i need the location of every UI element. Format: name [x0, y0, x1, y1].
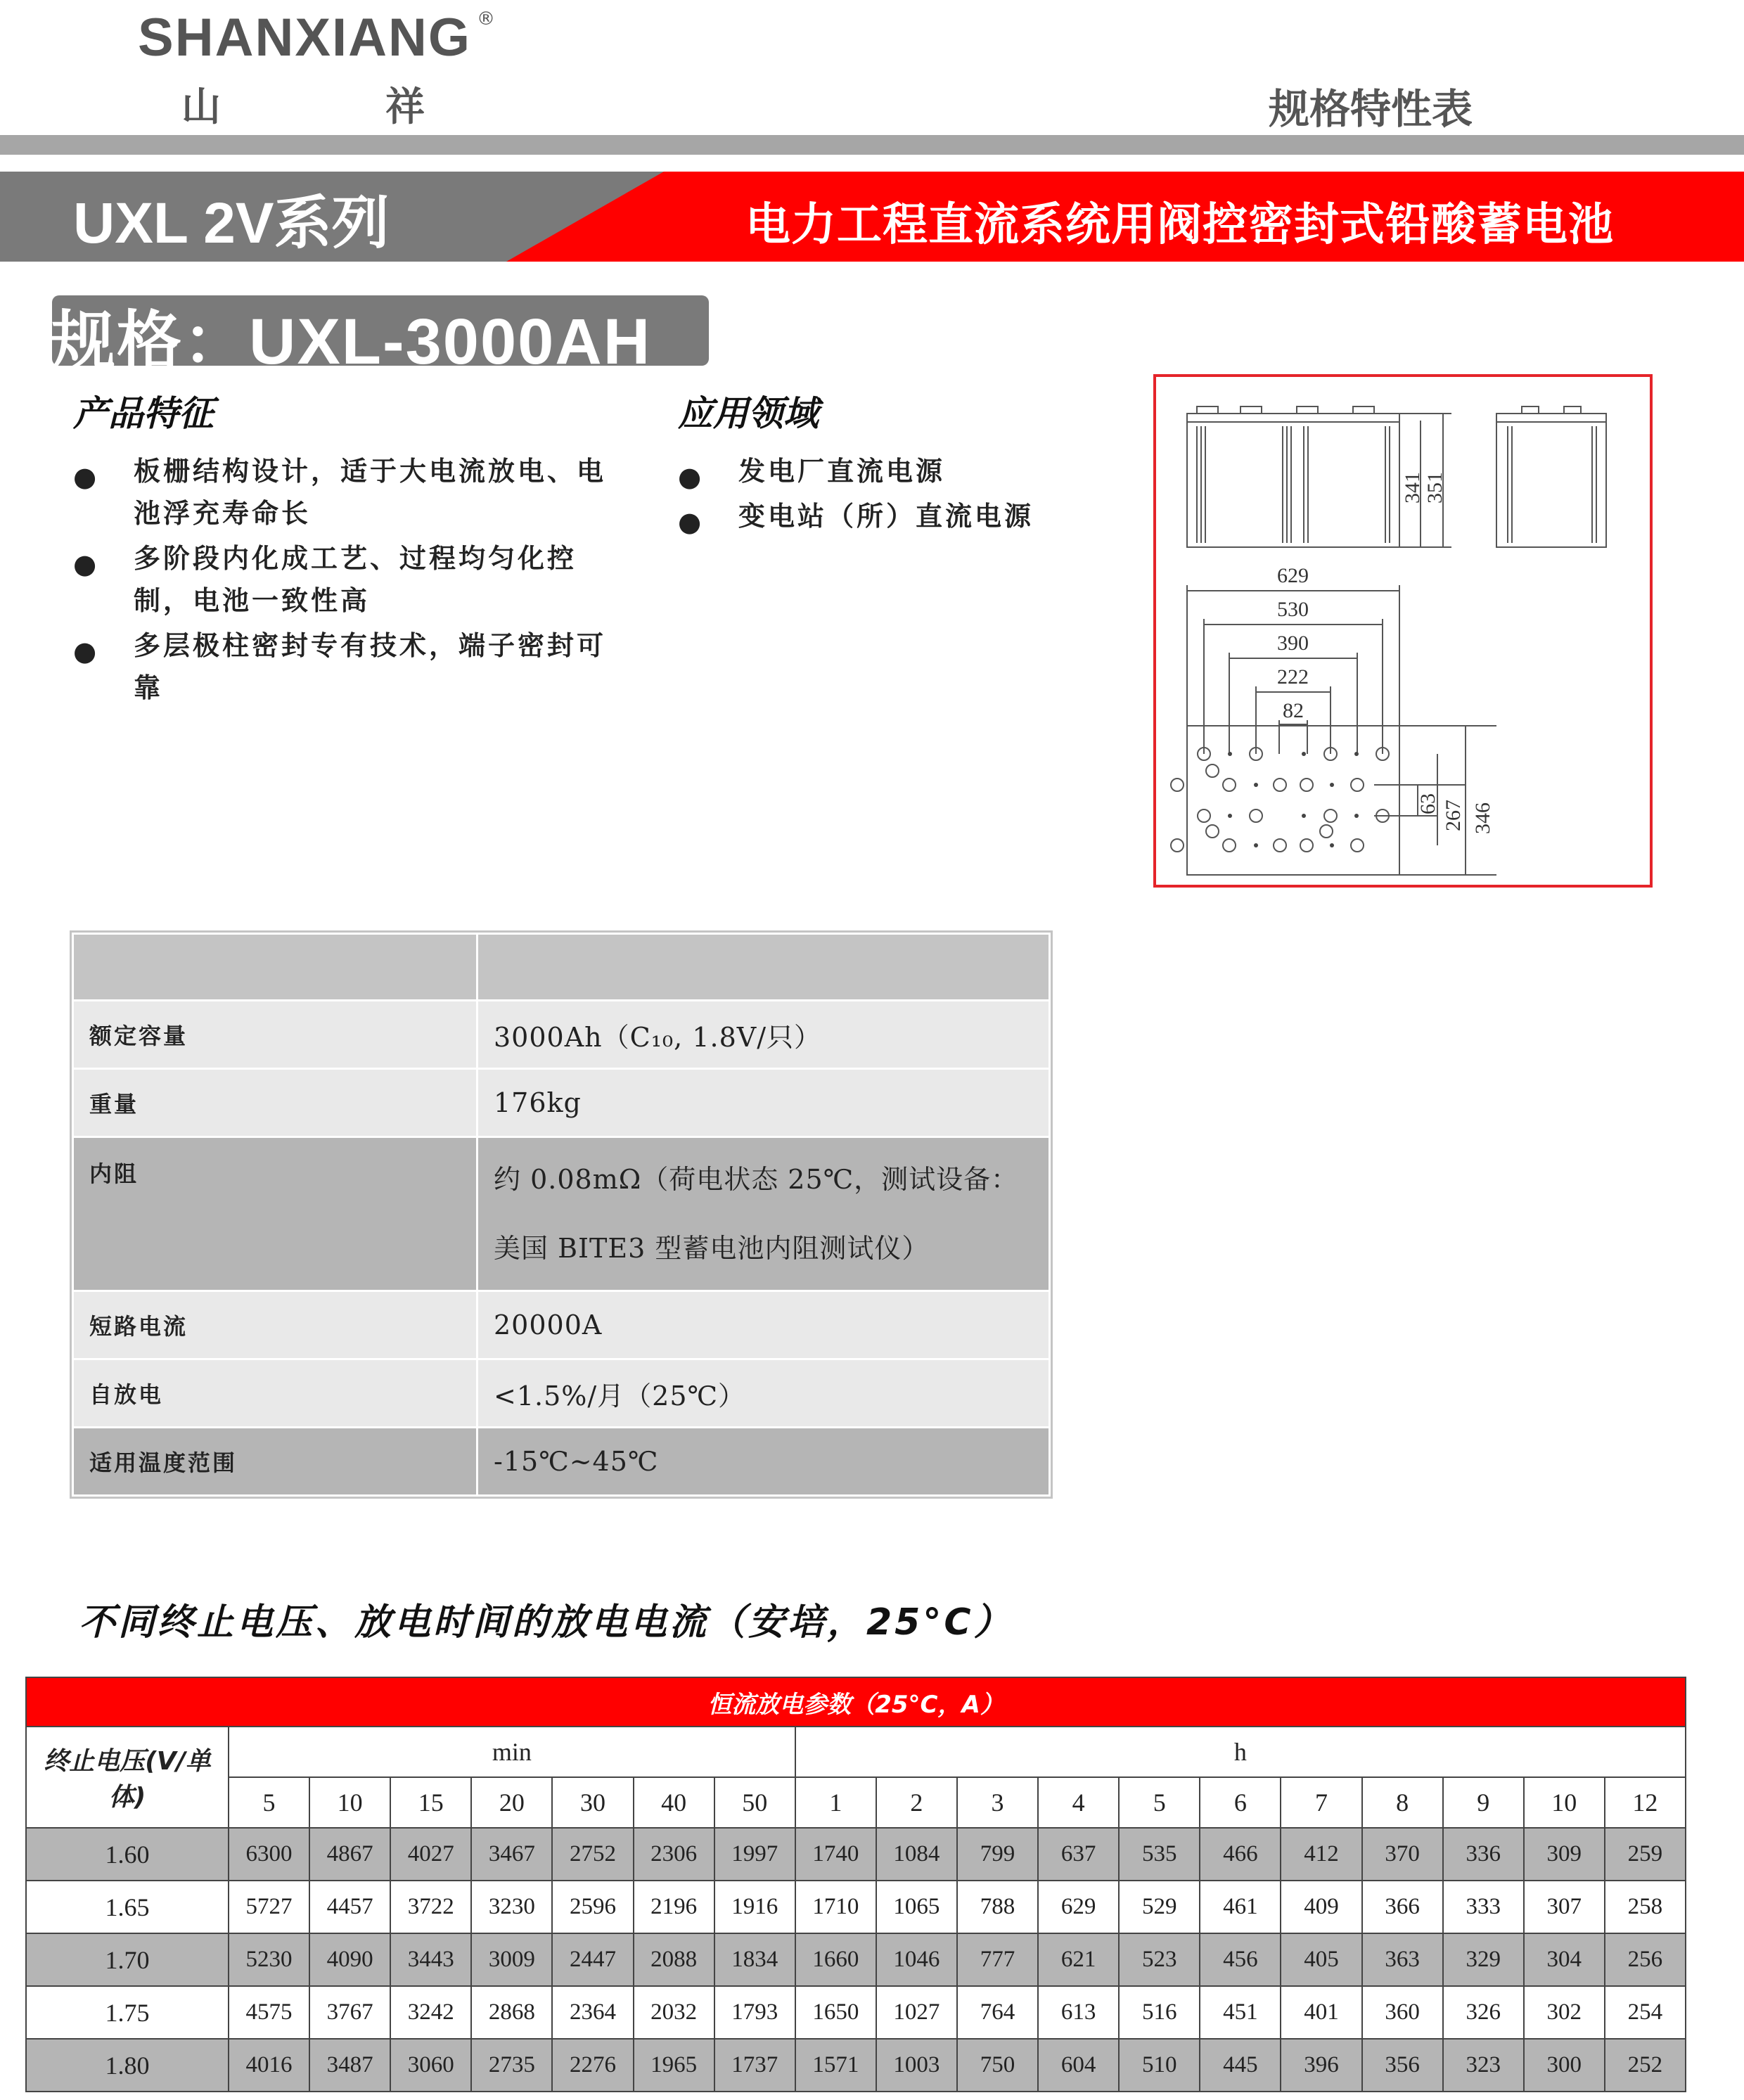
current-cell: 412 [1281, 1828, 1361, 1881]
current-cell: 466 [1200, 1828, 1281, 1881]
current-cell: 4027 [390, 1828, 471, 1881]
bullet-icon: ● [73, 461, 100, 492]
dim-width-629: 629 [1277, 564, 1309, 587]
current-cell: 254 [1605, 1986, 1686, 2039]
current-cell: 2752 [552, 1828, 633, 1881]
time-min-header: 5 [229, 1777, 309, 1828]
model-title: 规格：UXL-3000AH [51, 306, 652, 378]
time-min-header: 20 [471, 1777, 552, 1828]
time-h-header: 5 [1119, 1777, 1200, 1828]
current-cell: 326 [1443, 1986, 1524, 2039]
bullet-icon: ● [678, 461, 705, 492]
discharge-row [26, 2039, 1686, 2092]
current-cell: 6300 [229, 1828, 309, 1881]
time-h-header: 8 [1362, 1777, 1443, 1828]
current-cell: 613 [1038, 1986, 1119, 2039]
current-cell: 4090 [309, 1933, 390, 1986]
dim-height-351: 351 [1423, 472, 1447, 504]
current-cell: 401 [1281, 1986, 1361, 2039]
spec-key: 重量 [73, 1069, 477, 1137]
current-cell: 1084 [876, 1828, 957, 1881]
side-view-body [1496, 414, 1606, 547]
time-h-header: 7 [1281, 1777, 1361, 1828]
time-h-header: 10 [1524, 1777, 1605, 1828]
current-cell: 333 [1443, 1881, 1524, 1933]
dimension-drawing-frame [1153, 374, 1653, 888]
current-cell: 1660 [795, 1933, 876, 1986]
time-h-header: 4 [1038, 1777, 1119, 1828]
time-h-header: 2 [876, 1777, 957, 1828]
unit-min: min [229, 1727, 795, 1777]
current-cell: 3009 [471, 1933, 552, 1986]
current-cell: 3722 [390, 1881, 471, 1933]
application-item: ● 发电厂直流电源 [678, 450, 1128, 492]
discharge-caption-row [26, 1677, 1686, 1727]
current-cell: 451 [1200, 1986, 1281, 2039]
current-cell: 523 [1119, 1933, 1200, 1986]
voltage-header: 终止电压(V/单体) [26, 1727, 229, 1828]
current-cell: 750 [957, 2039, 1038, 2092]
discharge-caption: 恒流放电参数（25°C，A） [26, 1677, 1686, 1727]
current-cell: 259 [1605, 1828, 1686, 1881]
current-cell: 252 [1605, 2039, 1686, 2092]
current-cell: 5230 [229, 1933, 309, 1986]
spec-header-value [477, 934, 1050, 1001]
time-h-header: 1 [795, 1777, 876, 1828]
bullet-icon: ● [73, 549, 100, 580]
header-divider [0, 135, 1744, 155]
document-title: 规格特性表 [1268, 85, 1473, 133]
current-cell: 409 [1281, 1881, 1361, 1933]
current-cell: 336 [1443, 1828, 1524, 1881]
current-cell: 456 [1200, 1933, 1281, 1986]
time-min-header: 15 [390, 1777, 471, 1828]
current-cell: 461 [1200, 1881, 1281, 1933]
discharge-section-title: 不同终止电压、放电时间的放电电流（安培，25°C） [79, 1601, 1013, 1644]
features-list [73, 450, 608, 712]
feature-item: ● 多阶段内化成工艺、过程均匀化控制，电池一致性高 [73, 543, 577, 616]
spec-value: <1.5%/月（25℃） [477, 1359, 1050, 1428]
current-cell: 604 [1038, 2039, 1119, 2092]
current-cell: 4457 [309, 1881, 390, 1933]
current-cell: 2868 [471, 1986, 552, 2039]
brand-cn-char-1: 山 [181, 84, 221, 130]
current-cell: 3467 [471, 1828, 552, 1881]
registered-mark: ® [477, 8, 495, 30]
end-voltage-cell: 1.70 [26, 1933, 229, 1986]
current-cell: 535 [1119, 1828, 1200, 1881]
brand-cn-char-2: 祥 [385, 84, 425, 130]
dim-width-222: 222 [1277, 665, 1309, 689]
current-cell: 309 [1524, 1828, 1605, 1881]
discharge-table [25, 1677, 1686, 2092]
end-voltage-cell: 1.60 [26, 1828, 229, 1881]
current-cell: 3487 [309, 2039, 390, 2092]
current-cell: 764 [957, 1986, 1038, 2039]
time-min-header: 10 [309, 1777, 390, 1828]
current-cell: 3443 [390, 1933, 471, 1986]
current-cell: 637 [1038, 1828, 1119, 1881]
current-cell: 2306 [634, 1828, 714, 1881]
current-cell: 1065 [876, 1881, 957, 1933]
current-cell: 405 [1281, 1933, 1361, 1986]
series-description: 电力工程直流系统用阀控密封式铅酸蓄电池 [745, 199, 1614, 251]
spec-key: 适用温度范围 [73, 1428, 477, 1496]
current-cell: 510 [1119, 2039, 1200, 2092]
current-cell: 788 [957, 1881, 1038, 1933]
current-cell: 363 [1362, 1933, 1443, 1986]
features-heading: 产品特征 [73, 393, 214, 434]
current-cell: 516 [1119, 1986, 1200, 2039]
current-cell: 2735 [471, 2039, 552, 2092]
top-view-body [1187, 726, 1399, 875]
current-cell: 396 [1281, 2039, 1361, 2092]
current-cell: 1834 [714, 1933, 795, 1986]
current-cell: 256 [1605, 1933, 1686, 1986]
discharge-unit-row [26, 1727, 1686, 1777]
current-cell: 1740 [795, 1828, 876, 1881]
current-cell: 2596 [552, 1881, 633, 1933]
current-cell: 2196 [634, 1881, 714, 1933]
dim-depth-63: 63 [1416, 793, 1440, 814]
current-cell: 2032 [634, 1986, 714, 2039]
time-h-header: 12 [1605, 1777, 1686, 1828]
current-cell: 629 [1038, 1881, 1119, 1933]
current-cell: 529 [1119, 1881, 1200, 1933]
discharge-row [26, 1881, 1686, 1933]
current-cell: 1046 [876, 1933, 957, 1986]
current-cell: 1027 [876, 1986, 957, 2039]
spec-row [73, 1069, 1050, 1137]
current-cell: 360 [1362, 1986, 1443, 2039]
spec-key: 自放电 [73, 1359, 477, 1428]
time-min-header: 50 [714, 1777, 795, 1828]
dim-width-530: 530 [1277, 598, 1309, 621]
current-cell: 1003 [876, 2039, 957, 2092]
current-cell: 4867 [309, 1828, 390, 1881]
bullet-icon: ● [73, 636, 100, 667]
spec-value-line-1: 约 0.08mΩ（荷电状态 25℃，测试设备： [494, 1164, 1019, 1195]
spec-value: 176kg [477, 1069, 1050, 1137]
current-cell: 329 [1443, 1933, 1524, 1986]
series-name: UXL 2V系列 [73, 191, 390, 255]
spec-row [73, 1291, 1050, 1359]
dim-depth-267: 267 [1442, 800, 1465, 831]
current-cell: 307 [1524, 1881, 1605, 1933]
time-h-header: 9 [1443, 1777, 1524, 1828]
dim-width-390: 390 [1277, 632, 1309, 655]
dim-depth-346: 346 [1471, 802, 1494, 834]
spec-row [73, 1001, 1050, 1069]
current-cell: 356 [1362, 2039, 1443, 2092]
discharge-row [26, 1933, 1686, 1986]
current-cell: 1793 [714, 1986, 795, 2039]
brand-logo-text: SHANXIANG [138, 8, 472, 68]
spec-table [72, 933, 1051, 1497]
current-cell: 4575 [229, 1986, 309, 2039]
current-cell: 1997 [714, 1828, 795, 1881]
current-cell: 3230 [471, 1881, 552, 1933]
spec-row [73, 1428, 1050, 1496]
time-min-header: 40 [634, 1777, 714, 1828]
current-cell: 2447 [552, 1933, 633, 1986]
spec-value-line-2: 美国 BITE3 型蓄电池内阻测试仪） [494, 1233, 930, 1264]
time-h-header: 6 [1200, 1777, 1281, 1828]
current-cell: 1965 [634, 2039, 714, 2092]
current-cell: 3767 [309, 1986, 390, 2039]
current-cell: 799 [957, 1828, 1038, 1881]
current-cell: 3060 [390, 2039, 471, 2092]
spec-key: 额定容量 [73, 1001, 477, 1069]
feature-item: ● 板栅结构设计，适于大电流放电、电池浮充寿命长 [73, 456, 607, 529]
feature-item: ● 多层极柱密封专有技术，端子密封可靠 [73, 630, 607, 703]
end-voltage-cell: 1.65 [26, 1881, 229, 1933]
current-cell: 3242 [390, 1986, 471, 2039]
end-voltage-cell: 1.80 [26, 2039, 229, 2092]
current-cell: 777 [957, 1933, 1038, 1986]
current-cell: 2276 [552, 2039, 633, 2092]
current-cell: 2364 [552, 1986, 633, 2039]
current-cell: 1737 [714, 2039, 795, 2092]
dim-height-341: 341 [1401, 472, 1424, 504]
current-cell: 621 [1038, 1933, 1119, 1986]
spec-value [477, 1137, 1050, 1291]
bullet-icon: ● [678, 506, 705, 537]
spec-header-key [73, 934, 477, 1001]
spec-key: 内阻 [73, 1137, 477, 1291]
unit-h: h [795, 1727, 1686, 1777]
end-voltage-cell: 1.75 [26, 1986, 229, 2039]
front-view-body [1187, 414, 1399, 547]
current-cell: 1710 [795, 1881, 876, 1933]
series-banner [0, 172, 1744, 262]
current-cell: 1916 [714, 1881, 795, 1933]
current-cell: 1571 [795, 2039, 876, 2092]
battery-dimension-drawing [1156, 377, 1650, 885]
current-cell: 370 [1362, 1828, 1443, 1881]
time-min-header: 30 [552, 1777, 633, 1828]
spec-row [73, 1137, 1050, 1291]
spec-value: 20000A [477, 1291, 1050, 1359]
dim-width-82: 82 [1283, 699, 1304, 722]
application-item: ● 变电站（所）直流电源 [678, 495, 1128, 537]
current-cell: 304 [1524, 1933, 1605, 1986]
current-cell: 4016 [229, 2039, 309, 2092]
current-cell: 300 [1524, 2039, 1605, 2092]
spec-key: 短路电流 [73, 1291, 477, 1359]
current-cell: 445 [1200, 2039, 1281, 2092]
discharge-row [26, 1828, 1686, 1881]
spec-header-row [73, 934, 1050, 1001]
current-cell: 2088 [634, 1933, 714, 1986]
current-cell: 323 [1443, 2039, 1524, 2092]
spec-value: 3000Ah（C₁₀, 1.8V/只） [477, 1001, 1050, 1069]
current-cell: 1650 [795, 1986, 876, 2039]
current-cell: 366 [1362, 1881, 1443, 1933]
current-cell: 302 [1524, 1986, 1605, 2039]
time-h-header: 3 [957, 1777, 1038, 1828]
applications-list [678, 450, 1128, 540]
spec-row [73, 1359, 1050, 1428]
spec-value: -15℃~45℃ [477, 1428, 1050, 1496]
current-cell: 5727 [229, 1881, 309, 1933]
current-cell: 258 [1605, 1881, 1686, 1933]
applications-heading: 应用领域 [678, 393, 819, 434]
discharge-row [26, 1986, 1686, 2039]
discharge-times-row [26, 1777, 1686, 1828]
